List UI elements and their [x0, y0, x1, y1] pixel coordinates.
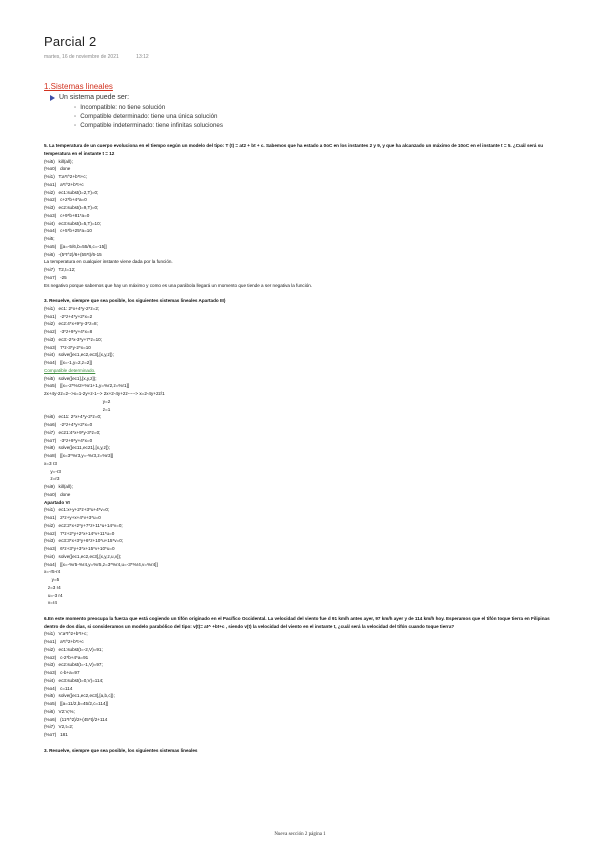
session-line: (%o0) done [44, 166, 71, 172]
session-line: (%o2) 7*z+2*y+2*x+14*v+11*u=0 [44, 530, 115, 536]
session-line: (%o4) [[x=-1,y=2,z=2]] [44, 360, 92, 365]
session-line: (%i5; [44, 236, 55, 241]
spacer [44, 289, 564, 297]
session-line: (%o7) -3*z+9*y+4*x=0 [44, 437, 93, 443]
session-line: (%o3) c-b+a=97 [44, 670, 80, 675]
session-line: (%o3) 7*z-3*y-2*x=10 [44, 344, 91, 350]
problem-statement: Apartado VI [44, 499, 70, 505]
session-line: (%i5) solve([ec1,ec2,ec3],[a,b,c]); [44, 693, 115, 699]
session-line: (%i7) T2,t=12; [44, 267, 76, 272]
session-line: (%i2) ec2:2*x+2*y+7*z+11*u+14*v=0; [44, 522, 123, 528]
session-line: y=-r3 [44, 468, 61, 474]
session-line: (%o1) -2*z+4*y+2*x=2 [44, 313, 93, 319]
session-line: Es negativo porque sabemos que hay un máximo y como es una parábola llegará un momento que tiende a ser negativa la función. [44, 282, 313, 288]
session-line: (%i6) ec11: 2*x+4*y-2*z=0; [44, 414, 102, 420]
session-line: (%o7) 181 [44, 732, 68, 737]
page-meta [44, 54, 165, 60]
section-heading: 1.Sistemas lineales [44, 82, 113, 91]
session-line: 2x+4y-2z=2-->x=1-2y+z-1--> 2x+2-4y+2z-----> x=2-4y+2z/1 [44, 391, 165, 396]
page-footer: Nueva sección 2 página 1 [274, 832, 326, 837]
triangle-bullet-icon [50, 95, 55, 101]
session-line: (%o5) [[a=-5/6,b=55/6,c=-15]] [44, 243, 107, 249]
session-line: (%i4) ec3:subst(t=0,V)=114; [44, 677, 104, 683]
bullet-main-text: Un sistema puede ser: [59, 94, 130, 101]
session-line: (%o6) (11*t^2)/2+(45*t)/2+114 [44, 716, 108, 722]
sub-bullet-item: ◦ Incompatible: no tiene solución [74, 103, 223, 112]
bullet-main [50, 94, 223, 101]
session-line: (%i2) ec1:subst(t=-2,V)=91; [44, 646, 103, 652]
spacer [44, 739, 564, 747]
sub-bullet-item: ◦ Compatible determinado: tiene una única solución [74, 112, 223, 121]
session-line: (%i7) V2,t=2; [44, 724, 74, 730]
session-line: (%o7) -25 [44, 274, 67, 280]
session-line: (%i3) ec2:subst(t=9,T)=0; [44, 205, 99, 210]
session-line: (%i3) ec3:3*x+3*y+6*z+10*u+15*v=0; [44, 538, 124, 544]
bullet-list [44, 94, 223, 130]
problem-statement: 3. Resuelve, siempre que sea posible, los siguientes sistemas lineales Apartado III) [44, 298, 226, 303]
session-line: (%o2) c-2*b+4*a=91 [44, 654, 89, 660]
session-line: (%o4) c+5*b+25*a=10 [44, 228, 92, 234]
problem-statement: 6.En este momento preocupa la fuerza que está cogiendo un tifón originado en el Pacífico Occidental. La velocidad del viento fue d 91 km/h antes ayer, 97 km/h ayer y de 114 km/h hoy. Esperamos que el tifón toque tierra en Filipinas dentro de dos días, si consideramos un modelo parabólico del tipo: v(t)= at^ +bt+c , siendo v(t) la velocidad del viento en el instante t, ¿cuál será la velocidad del tifón cuando toque tierra? [44, 615, 550, 629]
session-line: (%o1) a*t^2+b*t+c [44, 639, 84, 644]
sub-bullet-list [74, 103, 223, 130]
session-line: (%i5) solve([ec1],[x,y,z]); [44, 375, 97, 381]
problem-statement: 3. Resuelve, siempre que sea posible, los siguientes sistemas lineales [44, 747, 198, 753]
session-line: (%i3) ec2:subst(t=-1,V)=97; [44, 662, 103, 668]
session-line: (%i6) -(5*t^2)/6+(55*t)/6-15 [44, 251, 102, 257]
session-line: (%i4) solve([ec1,ec2,ec3],[x,y,z]); [44, 352, 114, 358]
session-line: (%i1) V:a*t^2+b*t+c; [44, 631, 88, 637]
session-line: (%i4) solve([ec1,ec2,ec3],[x,y,z,u,v]); [44, 553, 122, 559]
sub-bullet-item: ◦ Compatible indeterminado: tiene infinitas soluciones [74, 121, 223, 130]
session-line: (%o0) done [44, 491, 71, 497]
session-line: (%i5) kill(all); [44, 158, 73, 164]
page-time: 13:12 [136, 54, 149, 60]
session-line: x=3 r3 [44, 460, 57, 466]
session-line: (%o2) c+2*b+4*a=0 [44, 197, 87, 203]
session-line: (%i2) ec2:4*x+9*y-3*z=8; [44, 321, 98, 327]
session-line: (%o1) a*t^2+b*t+c [44, 181, 84, 187]
session-line: y=2 [44, 398, 111, 404]
session-line: (%i1) ec1:x+y+2*z+3*u+4*v=0; [44, 507, 110, 513]
session-line: (%i7) ec21:4*x+9*y-3*z=0; [44, 429, 101, 435]
session-line: Compatible determinado. [44, 367, 96, 373]
session-line: (%o4) [[x=-%r5-%r4,y=%r5,z=3*%r4,u=-3*%r4,v=%r4]] [44, 561, 158, 567]
spacer [44, 607, 564, 615]
session-line: (%i2) ec1:subst(t=2,T)=0; [44, 189, 99, 195]
session-line: z=3 r4 [44, 584, 61, 590]
session-line: (%i3) ec3:-2*x-3*y+7*z=10; [44, 336, 102, 342]
session-line: z=r3 [44, 476, 60, 482]
session-line: (%o6) -2*z+4*y+2*x=0 [44, 422, 93, 427]
session-line: (%o4) c=114 [44, 685, 73, 691]
session-line: (%o3) 6*z+3*y+3*x+15*v+10*u=0 [44, 546, 115, 551]
page-date: martes, 16 de noviembre de 2021 [44, 54, 119, 60]
problem-statement: 5. La temperatura de un cuerpo evoluciona en el tiempo según un modelo del tipo: T (t) = at2 + bt + c. Sabemos que ha estado a 0oC en los instantes 2 y 9, y que ha alcanzado un máximo de 10oC en el instante t = 5. ¿Cuál será su temperatura en el instante t = 12 [44, 143, 544, 156]
session-line: z=1 [44, 406, 111, 412]
session-line: (%i1) ec1: 2*x+4*y-2*z=2; [44, 305, 100, 311]
session-line: (%i1) T:a*t^2+b*t+c; [44, 174, 87, 179]
session-line: u=-3 r4 [44, 592, 63, 598]
session-line: y=5 [44, 577, 60, 582]
session-line: (%o1) 2*z+y+x+4*v+3*u=0 [44, 515, 101, 520]
maxima-session-content [44, 142, 564, 754]
session-line: v=r4 [44, 600, 57, 606]
session-line: (%i4) ec3:subst(t=5,T)=10; [44, 220, 101, 226]
session-line: (%i6) V2:V,%; [44, 708, 75, 714]
page-title: Parcial 2 [44, 34, 97, 49]
session-line: (%o5) [[x=-2*%r2+%r1+1,y=%r2,z=%r1]] [44, 383, 130, 389]
session-line: (%o3) c+9*b+81*a=0 [44, 212, 90, 218]
session-line: (%i9) kill(all); [44, 484, 73, 489]
session-line: (%i8) solve([ec11,ec21],[x,y,z]); [44, 445, 110, 451]
session-line: x=-r5-r4 [44, 569, 61, 575]
session-line: (%o5) [[a=11/2,b=45/2,c=114]] [44, 701, 109, 706]
session-line: La temperatura en cualquier instante viene dada por la función. [44, 259, 173, 265]
session-line: (%o8) [[x=3*%r3,y=-%r3,z=%r3]] [44, 453, 114, 458]
session-line: (%o2) -3*z+9*y+4*x=8 [44, 329, 93, 334]
